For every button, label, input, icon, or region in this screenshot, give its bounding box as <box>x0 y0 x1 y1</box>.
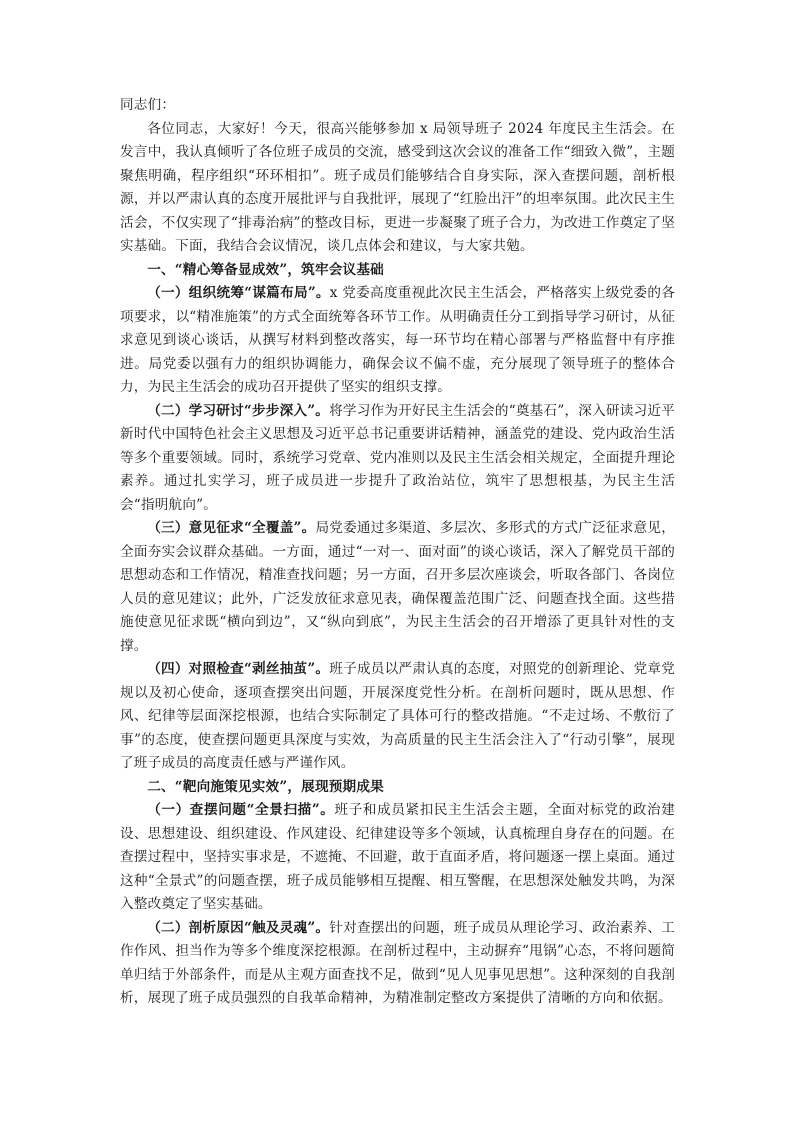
subheading: （二）学习研讨“步步深入”。 <box>147 402 330 419</box>
document-page <box>120 94 675 1011</box>
paragraph-body: 局党委通过多渠道、多层次、多形式的方式广泛征求意见，全面夯实会议群众基础。一方面，通过“一对一、面对面”的谈心谈话，深入了解党员干部的思想动态和工作情况，精准查找问题；另一方面，召开多层次座谈会，听取各部门、各岗位人员的意见建议；此外，广泛发放征求意见表，确保覆盖范围广泛、问题查找全面。这些措施使意见征求既“横向到边”，又“纵向到底”，为民主生活会的召开增添了更具针对性的支撑。 <box>120 520 675 654</box>
section-heading-1: 一、“精心筹备显成效”，筑牢会议基础 <box>147 261 384 278</box>
paragraph-body: 将学习作为开好民主生活会的“奠基石”，深入研读习近平新时代中国特色社会主义思想及习近平总书记重要讲话精神，涵盖党的建设、党内政治生活等多个重要领域。同时，系统学习党章、党内准则以及民主生活会相关规定，全面提升理论素养。通过扎实学习，班子成员进一步提升了政治站位，筑牢了思想根基，为民主生活会“指明航向”。 <box>120 402 675 513</box>
paragraph-1-4 <box>120 658 675 776</box>
subheading: （二）剖析原因“触及灵魂”。 <box>147 919 330 936</box>
paragraph-2-1 <box>120 799 675 917</box>
paragraph-2-2 <box>120 917 675 1011</box>
paragraph-body: 班子成员以严肃认真的态度，对照党的创新理论、党章党规以及初心使命，逐项查摆突出问题，开展深度党性分析。在剖析问题时，既从思想、作风、纪律等层面深挖根源，也结合实际制定了具体可行的整改措施。“不走过场、不敷衍了事”的态度，使查摆问题更具深度与实效，为高质量的民主生活会注入了“行动引擎”，展现了班子成员的高度责任感与严谨作风。 <box>120 661 676 771</box>
paragraph-1-2 <box>120 400 675 518</box>
salutation: 同志们： <box>120 97 176 113</box>
subheading: （一）查摆问题“全景扫描”。 <box>147 802 335 818</box>
subheading: （一）组织统筹“谋篇布局”。 <box>147 285 330 301</box>
paragraph-body: x 党委高度重视此次民主生活会，严格落实上级党委的各项要求，以“精准施策”的方式全面统筹各环节工作。从明确责任分工到指导学习研讨，从征求意见到谈心谈话，从撰写材料到整改落实，每一环节均在精心部署与严格监督中有序推进。局党委以强有力的组织协调能力，确保会议不偏不虚，充分展现了领导班子的整体合力，为民主生活会的成功召开提供了坚实的组织支撑。 <box>120 285 676 395</box>
subheading: （三）意见征求“全覆盖”。 <box>147 520 316 536</box>
paragraph-1-3 <box>120 517 675 658</box>
section-heading-2: 二、“靶向施策见实效”，展现预期成果 <box>147 778 384 795</box>
intro-paragraph: 各位同志，大家好！今天，很高兴能够参加 x 局领导班子 2024 年度民主生活会。在发言中，我认真倾听了各位班子成员的交流，感受到这次会议的准备工作“细致入微”，主题聚焦明确，程序组织“环环相扣”。班子成员们能够结合自身实际，深入查摆问题，剖析根源，并以严肃认真的态度开展批评与自我批评，展现了“红脸出汗”的坦率氛围。此次民主生活会，不仅实现了“排毒治病”的整改目标，更进一步凝聚了班子合力，为改进工作奠定了坚实基础。下面，我结合会议情况，谈几点体会和建议，与大家共勉。 <box>120 120 675 254</box>
paragraph-body: 针对查摆出的问题，班子成员从理论学习、政治素养、工作作风、担当作为等多个维度深挖根源。在剖析过程中，主动摒弃“甩锅”心态，不将问题简单归结于外部条件，而是从主观方面查找不足，做到“见人见事见思想”。这种深刻的自我剖析，展现了班子成员强烈的自我革命精神，为精准制定整改方案提供了清晰的方向和依据。 <box>120 919 676 1006</box>
subheading: （四）对照检查“剥丝抽茧”。 <box>147 661 330 677</box>
paragraph-1-1 <box>120 282 675 400</box>
paragraph-body: 班子和成员紧扣民主生活会主题，全面对标党的政治建设、思想建设、组织建设、作风建设、纪律建设等多个领域，认真梳理自身存在的问题。在查摆过程中，坚持实事求是，不遮掩、不回避，敢于直面矛盾，将问题逐一摆上桌面。通过这种“全景式”的问题查摆，班子成员能够相互提醒、相互警醒，在思想深处触发共鸣，为深入整改奠定了坚实基础。 <box>120 802 675 912</box>
